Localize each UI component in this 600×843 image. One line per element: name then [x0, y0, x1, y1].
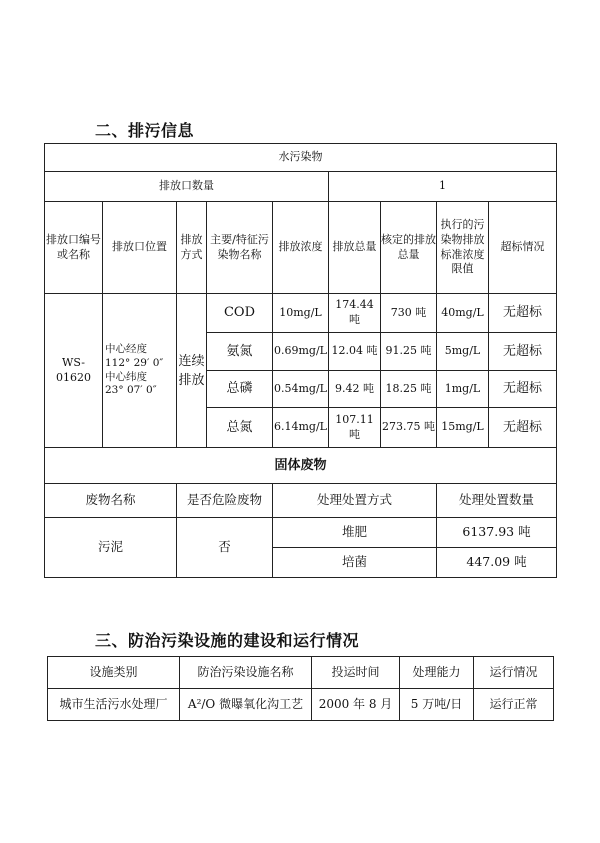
operation-date: 2000 年 8 月 — [312, 689, 400, 721]
header-operation-date: 投运时间 — [312, 657, 400, 689]
header-pollutant-name: 主要/特征污染物名称 — [207, 202, 273, 294]
header-standard-limit: 执行的污染物排放标准浓度限值 — [437, 202, 489, 294]
pollutant-row — [45, 294, 557, 333]
header-waste-name: 废物名称 — [45, 484, 177, 518]
pollutant-approved: 18.25 吨 — [381, 371, 437, 408]
disposal-quantity: 447.09 吨 — [437, 548, 557, 578]
section3-title: 三、防治污染设施的建设和运行情况 — [95, 631, 360, 650]
pollutant-status: 无超标 — [489, 408, 557, 448]
disposal-method: 培菌 — [273, 548, 437, 578]
header-disposal-quantity: 处理处置数量 — [437, 484, 557, 518]
header-outlet-id: 排放口编号或名称 — [45, 202, 103, 294]
facility-row — [48, 689, 554, 721]
pollutant-total: 174.44 吨 — [329, 294, 381, 333]
discharge-method: 连续 排放 — [177, 294, 207, 448]
waste-hazardous: 否 — [177, 518, 273, 578]
outlet-count-label: 排放口数量 — [45, 172, 329, 202]
pollution-control-facility-table — [47, 656, 554, 721]
header-facility-category: 设施类别 — [48, 657, 180, 689]
outlet-location: 中心经度 112° 29′ 0″ 中心纬度 23° 07′ 0″ — [103, 294, 177, 448]
pollutant-approved: 91.25 吨 — [381, 333, 437, 371]
pollutant-status: 无超标 — [489, 371, 557, 408]
header-facility-name: 防治污染设施名称 — [180, 657, 312, 689]
pollutant-name: 总氮 — [207, 408, 273, 448]
header-operation-status: 运行情况 — [474, 657, 554, 689]
facility-category: 城市生活污水处理厂 — [48, 689, 180, 721]
solid-waste-title: 固体废物 — [45, 448, 557, 484]
pollutant-concentration: 10mg/L — [273, 294, 329, 333]
facility-name: A²/O 微曝氧化沟工艺 — [180, 689, 312, 721]
header-total-discharge: 排放总量 — [329, 202, 381, 294]
pollutant-limit: 40mg/L — [437, 294, 489, 333]
disposal-method: 堆肥 — [273, 518, 437, 548]
header-exceed-status: 超标情况 — [489, 202, 557, 294]
pollutant-total: 107.11 吨 — [329, 408, 381, 448]
operation-status: 运行正常 — [474, 689, 554, 721]
outlet-count-value: 1 — [329, 172, 557, 202]
solid-waste-row — [45, 518, 557, 548]
water-pollutants-title: 水污染物 — [45, 144, 557, 172]
pollutant-name: COD — [207, 294, 273, 333]
header-concentration: 排放浓度 — [273, 202, 329, 294]
pollutant-name: 氨氮 — [207, 333, 273, 371]
pollutant-limit: 5mg/L — [437, 333, 489, 371]
waste-name: 污泥 — [45, 518, 177, 578]
section2-title: 二、排污信息 — [95, 121, 195, 140]
pollutant-total: 9.42 吨 — [329, 371, 381, 408]
pollutant-concentration: 6.14mg/L — [273, 408, 329, 448]
header-disposal-method: 处理处置方式 — [273, 484, 437, 518]
pollutant-approved: 273.75 吨 — [381, 408, 437, 448]
header-approved-total: 核定的排放总量 — [381, 202, 437, 294]
pollutant-status: 无超标 — [489, 294, 557, 333]
pollutant-concentration: 0.69mg/L — [273, 333, 329, 371]
pollutant-name: 总磷 — [207, 371, 273, 408]
outlet-id: WS-01620 — [45, 294, 103, 448]
pollutant-discharge-table — [44, 143, 557, 578]
pollutant-total: 12.04 吨 — [329, 333, 381, 371]
pollutant-status: 无超标 — [489, 333, 557, 371]
header-hazardous: 是否危险废物 — [177, 484, 273, 518]
header-capacity: 处理能力 — [400, 657, 474, 689]
header-discharge-method: 排放方式 — [177, 202, 207, 294]
treatment-capacity: 5 万吨/日 — [400, 689, 474, 721]
pollutant-limit: 15mg/L — [437, 408, 489, 448]
disposal-quantity: 6137.93 吨 — [437, 518, 557, 548]
pollutant-limit: 1mg/L — [437, 371, 489, 408]
pollutant-concentration: 0.54mg/L — [273, 371, 329, 408]
pollutant-approved: 730 吨 — [381, 294, 437, 333]
header-outlet-location: 排放口位置 — [103, 202, 177, 294]
